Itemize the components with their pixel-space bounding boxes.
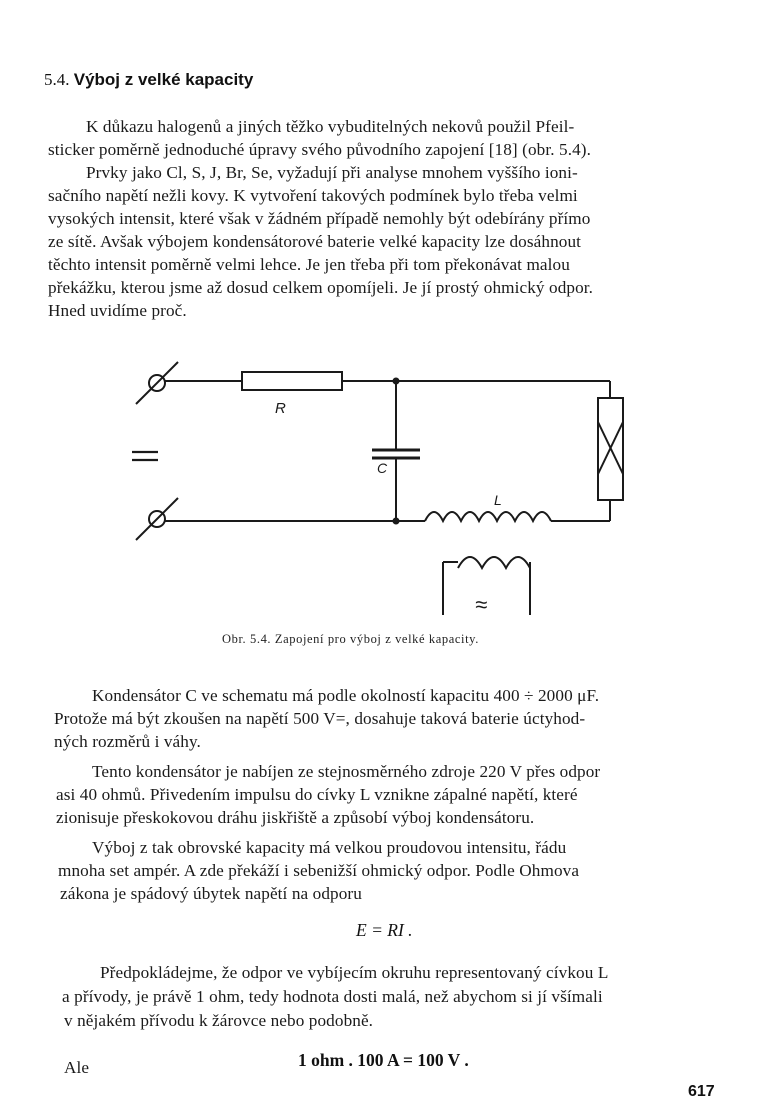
paragraph-6-start: Ale — [64, 1058, 90, 1077]
label-r: R — [275, 400, 286, 417]
label-c: C — [377, 460, 388, 476]
formula-voltage-drop: 1 ohm . 100 A = 100 V . — [298, 1050, 469, 1070]
label-l: L — [494, 492, 502, 508]
inductor-coil — [425, 512, 551, 521]
text-line: asi 40 ohmů. Přivedením impulsu do cívky L vznikne zápalné napětí, které — [56, 785, 578, 804]
text-line: překážku, kterou jsme až dosud celkem opomíjeli. Je jí prostý ohmický odpor. — [48, 278, 594, 297]
text-line: těchto intensit poměrně velmi lehce. Je jen třeba při tom překonávat malou — [48, 255, 570, 274]
text-line: zákona je spádový úbytek napětí na odporu — [60, 884, 362, 903]
formula-ohm: E = RI . — [356, 920, 413, 940]
text-line: Tento kondensátor je nabíjen ze stejnosměrného zdroje 220 V přes odpor — [92, 762, 601, 781]
secondary-coil — [458, 557, 530, 568]
text-line: K důkazu halogenů a jiných těžko vybuditelných nekovů použil Pfeil- — [86, 117, 575, 136]
section-number: 5.4. — [44, 70, 70, 89]
text-line: Protože má být zkoušen na napětí 500 V=, dosahuje taková baterie úctyhod- — [54, 709, 586, 728]
text-line: ných rozměrů i váhy. — [54, 732, 201, 751]
text-line: Předpokládejme, že odpor ve vybíjecím okruhu representovaný cívkou L — [100, 963, 609, 982]
text-line: ze sítě. Avšak výbojem kondensátorové baterie velké kapacity lze dosáhnout — [48, 232, 582, 251]
text-line: sticker poměrně jednoduché úpravy svého původního zapojení [18] (obr. 5.4). — [48, 140, 592, 159]
text-line: Kondensátor C ve schematu má podle okolností kapacitu 400 ÷ 2000 μF. — [92, 686, 600, 705]
text-line: sačního napětí nežli kovy. K vytvoření takových podmínek bylo třeba velmi — [48, 186, 578, 205]
text-line: a přívody, je právě 1 ohm, tedy hodnota dosti malá, než abychom si jí všímali — [62, 987, 603, 1006]
section-title: Výboj z velké kapacity — [73, 70, 254, 89]
text-line: Prvky jako Cl, S, J, Br, Se, vyžadují při analyse mnohem vyššího ioni- — [86, 163, 578, 182]
text-line: v nějakém přívodu k žárovce nebo podobně. — [64, 1011, 374, 1030]
text-line: Výboj z tak obrovské kapacity má velkou proudovou intensitu, řádu — [92, 838, 567, 857]
figure-caption: Obr. 5.4. Zapojení pro výboj z velké kapacity. — [222, 632, 479, 646]
text-line: mnoha set ampér. A zde překáží i sebenižší ohmický odpor. Podle Ohmova — [58, 861, 580, 880]
text-line: zionisuje přeskokovou dráhu jiskřiště a způsobí výboj kondensátoru. — [56, 808, 535, 827]
text-line: Hned uvidíme proč. — [48, 301, 187, 320]
page-number: 617 — [688, 1083, 715, 1100]
ac-symbol: ≈ — [475, 592, 488, 617]
resistor — [242, 372, 342, 390]
text-line: vysokých intensit, které však v žádném případě nemohly být odebírány přímo — [48, 209, 591, 228]
